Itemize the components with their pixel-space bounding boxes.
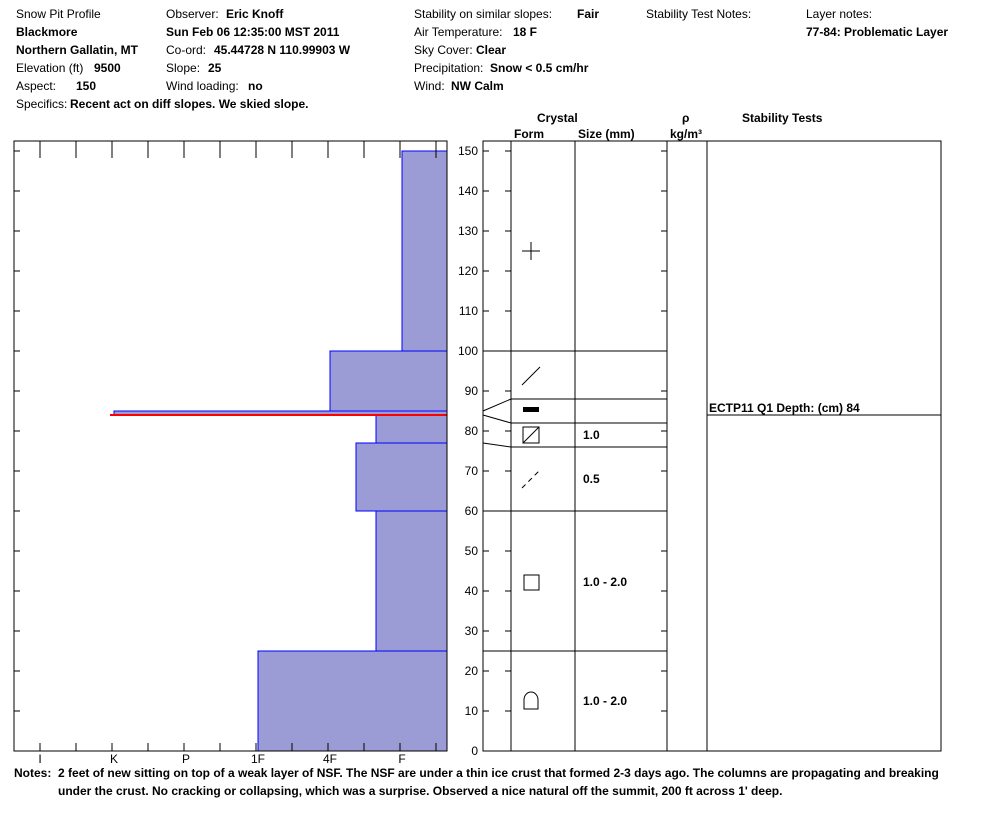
crystal-form-ice-crust (523, 407, 539, 412)
hardness-label-F: F (398, 752, 406, 766)
slope-value: 25 (208, 61, 222, 75)
rho-header: ρ (682, 111, 690, 125)
size-header: Size (mm) (578, 127, 635, 141)
depth-label-110: 110 (458, 304, 478, 318)
profile-title: Snow Pit Profile (16, 7, 101, 21)
crystal-size-0: 1.0 - 2.0 (583, 694, 628, 708)
depth-label-80: 80 (464, 424, 478, 438)
hardness-bar-5 (330, 351, 447, 411)
depth-label-150: 150 (457, 144, 478, 158)
stability-tests-header: Stability Tests (742, 111, 823, 125)
observer-label: Observer: (166, 7, 219, 21)
specifics-value: Recent act on diff slopes. We skied slope. (70, 97, 309, 111)
hardness-bar-0 (258, 651, 447, 751)
hardness-label-4F: 4F (322, 752, 338, 766)
elevation-value: 9500 (94, 61, 121, 75)
stability-notes-label: Stability Test Notes: (646, 7, 752, 21)
depth-label-90: 90 (464, 384, 478, 398)
depth-label-60: 60 (464, 504, 478, 518)
crystal-header: Crystal (537, 111, 578, 125)
hardness-bar-2 (356, 443, 447, 511)
sky-cover-value: Clear (476, 43, 507, 57)
hardness-label-I: I (38, 752, 42, 766)
notes-line-2: under the crust. No cracking or collapsing, which was a surprise. Observed a nice natural off the summit, 200 ft across 1' deep. (58, 784, 783, 798)
air-temp-value: 18 F (513, 25, 538, 39)
crystal-size-2: 0.5 (583, 472, 600, 486)
air-temp-label: Air Temperature: (414, 25, 503, 39)
coord-label: Co-ord: (166, 43, 207, 57)
depth-label-120: 120 (457, 264, 478, 278)
crystal-form-new-snow (522, 242, 540, 260)
wind-loading-label: Wind loading: (166, 79, 239, 93)
hardness-bar-6 (402, 151, 447, 351)
layer-notes-label: Layer notes: (806, 7, 873, 21)
observation-datetime: Sun Feb 06 12:35:00 MST 2011 (166, 25, 340, 39)
density-unit-header: kg/m³ (670, 127, 703, 141)
crystal-frame (483, 141, 941, 751)
specifics-label: Specifics: (16, 97, 68, 111)
depth-label-20: 20 (464, 664, 478, 678)
notes-line-1: 2 feet of new sitting on top of a weak layer of NSF. The NSF are under a thin ice crust that formed 2-3 days ago. The columns are propagating and breaking (58, 766, 939, 780)
crystal-size-1: 1.0 - 2.0 (583, 575, 628, 589)
sky-cover-label: Sky Cover: (414, 43, 473, 57)
hardness-bar-1 (376, 511, 447, 651)
wind-value: NW Calm (451, 79, 504, 93)
wind-loading-value: no (248, 79, 263, 93)
depth-label-30: 30 (464, 624, 478, 638)
depth-label-40: 40 (464, 584, 478, 598)
location-name: Blackmore (16, 25, 78, 39)
depth-label-10: 10 (464, 704, 478, 718)
range-name: Northern Gallatin, MT (16, 43, 139, 57)
hardness-bar-3 (376, 415, 447, 443)
aspect-value: 150 (76, 79, 97, 93)
hardness-label-1F: 1F (250, 752, 266, 766)
observer-value: Eric Knoff (226, 7, 284, 21)
aspect-label: Aspect: (16, 79, 57, 93)
stability-value: Fair (577, 7, 600, 21)
crystal-form-decomposing (522, 470, 540, 488)
notes-block (14, 764, 974, 800)
notes-label: Notes: (14, 766, 52, 780)
hardness-label-K: K (109, 752, 119, 766)
crystal-size-3: 1.0 (583, 428, 600, 442)
depth-label-70: 70 (464, 464, 478, 478)
slope-label: Slope: (166, 61, 201, 75)
stability-test-label-0: ECTP11 Q1 Depth: (cm) 84 (709, 401, 860, 415)
hardness-label-P: P (181, 752, 191, 766)
depth-label-0: 0 (471, 744, 478, 758)
elevation-label: Elevation (ft) (16, 61, 84, 75)
wind-label: Wind: (414, 79, 445, 93)
depth-label-140: 140 (457, 184, 478, 198)
coord-value: 45.44728 N 110.99903 W (214, 43, 351, 57)
crystal-form-faceted (524, 575, 539, 590)
precipitation-label: Precipitation: (414, 61, 484, 75)
crystal-form-mixed-faceted-slash (523, 427, 539, 443)
form-header: Form (514, 127, 544, 141)
depth-label-130: 130 (457, 224, 478, 238)
stability-label: Stability on similar slopes: (414, 7, 553, 21)
precipitation-value: Snow < 0.5 cm/hr (490, 61, 589, 75)
layer-notes-value: 77-84: Problematic Layer (806, 25, 949, 39)
crystal-form-decomposing-solid (522, 367, 540, 385)
depth-label-100: 100 (457, 344, 478, 358)
crystal-form-depth-hoar (524, 692, 538, 709)
depth-label-50: 50 (464, 544, 478, 558)
